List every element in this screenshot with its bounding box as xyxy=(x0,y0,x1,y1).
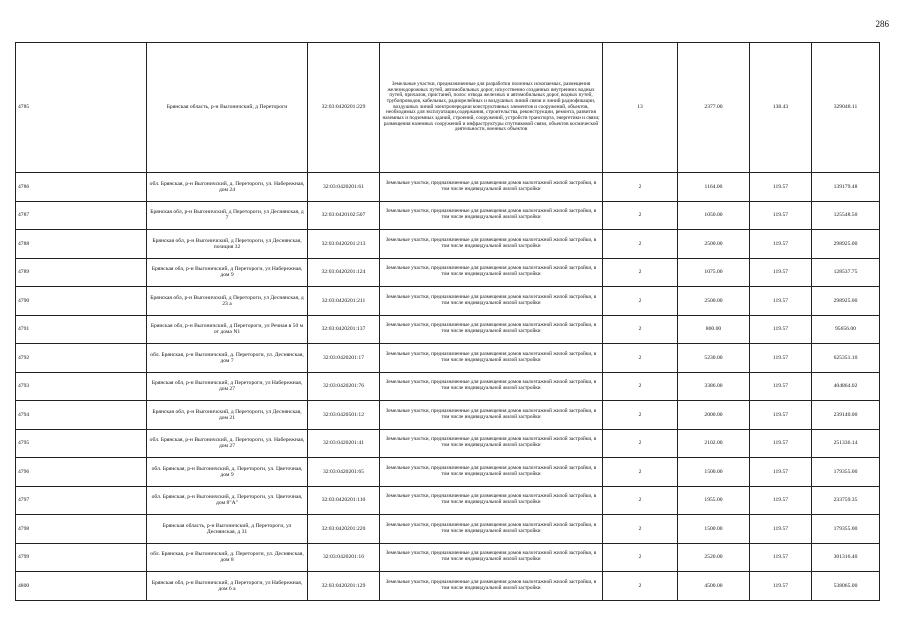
land-use-cell: Земельные участки, предназначенные для размещения домов малоэтажной жилой застройки, в том числе индивидуальной жилой застройки xyxy=(380,287,603,316)
cadastral-number-cell: 32:03:0420201:16 xyxy=(308,543,380,572)
area-cell: 4500.00 xyxy=(678,572,750,601)
cadastral-value-cell: 301316.40 xyxy=(812,543,880,572)
record-number-cell: 4789 xyxy=(16,258,147,287)
table-row xyxy=(16,173,880,202)
area-cell: 800.00 xyxy=(678,315,750,344)
cadastral-number-cell: 32:03:0420201:229 xyxy=(308,43,380,173)
land-use-cell: Земельные участки, предназначенные для размещения домов малоэтажной жилой застройки, в том числе индивидуальной жилой застройки xyxy=(380,258,603,287)
cadastral-number-cell: 32:03:0420201:110 xyxy=(308,486,380,515)
group-code-cell: 2 xyxy=(603,173,678,202)
cadastral-value-table xyxy=(15,42,880,601)
address-cell: Брянская обл, р-н Выгоничский, д Перетороги, ул Набережная, дом 9 xyxy=(147,258,308,287)
land-use-cell: Земельные участки, предназначенные для размещения домов малоэтажной жилой застройки, в том числе индивидуальной жилой застройки xyxy=(380,230,603,259)
cadastral-value-cell: 404864.02 xyxy=(812,372,880,401)
table-body xyxy=(16,43,880,601)
specific-value-cell: 119.57 xyxy=(750,429,812,458)
land-use-cell: Земельные участки, предназначенные для разработки полезных ископаемых, размещения железнодорожных путей, автомобильных дорог, искусственно созданных внутренних водных путей, причалов, пристаней, полос отвода железных и автомобильных дорог, водных путей, трубопроводов, кабельных, радиорелейных и воздушных линий связи и линий радиофикации, воздушных линий электропередачи конструктивных элементов и сооружений, объектов, необходимых для эксплуатации,содержания, строительства, реконструкции, ремонта, развития наземных и подземных зданий, строений, сооружений, устройств транспорта, энергетики и связи; размещения наземных сооружений и инфраструктуры спутниковой связи, объектов космической деятельности, военных объектов xyxy=(380,43,603,173)
area-cell: 2500.00 xyxy=(678,230,750,259)
area-cell: 1955.00 xyxy=(678,486,750,515)
record-number-cell: 4788 xyxy=(16,230,147,259)
table-row xyxy=(16,201,880,230)
land-use-cell: Земельные участки, предназначенные для размещения домов малоэтажной жилой застройки, в том числе индивидуальной жилой застройки xyxy=(380,486,603,515)
record-number-cell: 4787 xyxy=(16,201,147,230)
cadastral-value-cell: 538065.00 xyxy=(812,572,880,601)
record-number-cell: 4796 xyxy=(16,458,147,487)
specific-value-cell: 119.57 xyxy=(750,258,812,287)
area-cell: 2377.00 xyxy=(678,43,750,173)
cadastral-value-cell: 625351.10 xyxy=(812,344,880,373)
table-row xyxy=(16,344,880,373)
cadastral-number-cell: 32:03:0420201:220 xyxy=(308,515,380,544)
address-cell: Брянская область, р-н Выгоничский, д Перетороги, ул Деснянская, д 31 xyxy=(147,515,308,544)
group-code-cell: 2 xyxy=(603,287,678,316)
table-row xyxy=(16,401,880,430)
address-cell: обл. Брянская, р-н Выгоничский, д. Перетороги, ул. Деснянская, дом 8 xyxy=(147,543,308,572)
area-cell: 1500.00 xyxy=(678,458,750,487)
record-number-cell: 4795 xyxy=(16,429,147,458)
group-code-cell: 2 xyxy=(603,315,678,344)
area-cell: 1164.00 xyxy=(678,173,750,202)
area-cell: 1050.00 xyxy=(678,201,750,230)
group-code-cell: 13 xyxy=(603,43,678,173)
address-cell: Брянская обл, р-н Выгоничский, д Перетороги, ул Деснянская, позиция 32 xyxy=(147,230,308,259)
specific-value-cell: 119.57 xyxy=(750,344,812,373)
specific-value-cell: 119.57 xyxy=(750,572,812,601)
cadastral-number-cell: 32:03:0420201:17 xyxy=(308,344,380,373)
record-number-cell: 4791 xyxy=(16,315,147,344)
cadastral-value-cell: 233759.35 xyxy=(812,486,880,515)
area-cell: 2000.00 xyxy=(678,401,750,430)
specific-value-cell: 119.57 xyxy=(750,201,812,230)
group-code-cell: 2 xyxy=(603,258,678,287)
specific-value-cell: 119.57 xyxy=(750,486,812,515)
table-row xyxy=(16,572,880,601)
cadastral-number-cell: 32:03:0420201:41 xyxy=(308,429,380,458)
table-row xyxy=(16,287,880,316)
record-number-cell: 4797 xyxy=(16,486,147,515)
area-cell: 2500.00 xyxy=(678,287,750,316)
address-cell: обл. Брянская, р-н Выгоничский, д. Перетороги, ул. Цветочная, дом 9 xyxy=(147,458,308,487)
cadastral-number-cell: 32:03:0420102:507 xyxy=(308,201,380,230)
land-use-cell: Земельные участки, предназначенные для размещения домов малоэтажной жилой застройки, в том числе индивидуальной жилой застройки xyxy=(380,372,603,401)
record-number-cell: 4793 xyxy=(16,372,147,401)
cadastral-number-cell: 32:03:0420501:12 xyxy=(308,401,380,430)
group-code-cell: 2 xyxy=(603,572,678,601)
cadastral-number-cell: 32:03:0420201:137 xyxy=(308,315,380,344)
cadastral-value-cell: 125548.50 xyxy=(812,201,880,230)
land-use-cell: Земельные участки, предназначенные для размещения домов малоэтажной жилой застройки, в том числе индивидуальной жилой застройки xyxy=(380,429,603,458)
table-row xyxy=(16,43,880,173)
cadastral-value-cell: 139179.48 xyxy=(812,173,880,202)
group-code-cell: 2 xyxy=(603,486,678,515)
group-code-cell: 2 xyxy=(603,515,678,544)
record-number-cell: 4798 xyxy=(16,515,147,544)
record-number-cell: 4785 xyxy=(16,43,147,173)
record-number-cell: 4799 xyxy=(16,543,147,572)
group-code-cell: 2 xyxy=(603,458,678,487)
area-cell: 5230.00 xyxy=(678,344,750,373)
record-number-cell: 4790 xyxy=(16,287,147,316)
cadastral-number-cell: 32:03:0420201:124 xyxy=(308,258,380,287)
land-use-cell: Земельные участки, предназначенные для размещения домов малоэтажной жилой застройки, в том числе индивидуальной жилой застройки xyxy=(380,458,603,487)
area-cell: 3386.00 xyxy=(678,372,750,401)
table-row xyxy=(16,230,880,259)
address-cell: обл. Брянская, р-н Выгоничский, д. Перетороги, ул. Набережная, дом 24 xyxy=(147,173,308,202)
table-row xyxy=(16,486,880,515)
specific-value-cell: 119.57 xyxy=(750,401,812,430)
table-row xyxy=(16,543,880,572)
cadastral-value-cell: 95656.00 xyxy=(812,315,880,344)
cadastral-value-cell: 179355.00 xyxy=(812,515,880,544)
group-code-cell: 2 xyxy=(603,344,678,373)
land-use-cell: Земельные участки, предназначенные для размещения домов малоэтажной жилой застройки, в том числе индивидуальной жилой застройки xyxy=(380,515,603,544)
table-row xyxy=(16,315,880,344)
specific-value-cell: 119.57 xyxy=(750,287,812,316)
land-use-cell: Земельные участки, предназначенные для размещения домов малоэтажной жилой застройки, в том числе индивидуальной жилой застройки xyxy=(380,315,603,344)
address-cell: Брянская обл, р-н Выгоничский, д Перетороги, ул Речная в 50 м от дома N1 xyxy=(147,315,308,344)
cadastral-number-cell: 32:03:0420201:65 xyxy=(308,458,380,487)
record-number-cell: 4794 xyxy=(16,401,147,430)
area-cell: 1500.00 xyxy=(678,515,750,544)
land-use-cell: Земельные участки, предназначенные для размещения домов малоэтажной жилой застройки, в том числе индивидуальной жилой застройки xyxy=(380,401,603,430)
land-use-cell: Земельные участки, предназначенные для размещения домов малоэтажной жилой застройки, в том числе индивидуальной жилой застройки xyxy=(380,201,603,230)
address-cell: Брянская обл, р-н Выгоничский, д Перетороги, ул Деснянская, д 23 а xyxy=(147,287,308,316)
table-row xyxy=(16,429,880,458)
group-code-cell: 2 xyxy=(603,401,678,430)
cadastral-value-cell: 298925.00 xyxy=(812,230,880,259)
specific-value-cell: 138.43 xyxy=(750,43,812,173)
area-cell: 1075.00 xyxy=(678,258,750,287)
area-cell: 2520.00 xyxy=(678,543,750,572)
group-code-cell: 2 xyxy=(603,372,678,401)
address-cell: Брянская область, р-н Выгоничский, д Перетороги xyxy=(147,43,308,173)
cadastral-number-cell: 32:03:0420201:211 xyxy=(308,287,380,316)
specific-value-cell: 119.57 xyxy=(750,230,812,259)
address-cell: Брянская обл, р-н Выгоничский, д Перетороги, ул Набережная, дом 6 а xyxy=(147,572,308,601)
specific-value-cell: 119.57 xyxy=(750,173,812,202)
land-use-cell: Земельные участки, предназначенные для размещения домов малоэтажной жилой застройки, в том числе индивидуальной жилой застройки xyxy=(380,344,603,373)
address-cell: Брянская обл, р-н Выгоничский, д Перетороги, ул Деснянская, дом 21 xyxy=(147,401,308,430)
table-row xyxy=(16,372,880,401)
cadastral-value-cell: 179355.00 xyxy=(812,458,880,487)
record-number-cell: 4800 xyxy=(16,572,147,601)
area-cell: 2102.00 xyxy=(678,429,750,458)
address-cell: Брянская обл, р-н Выгоничский, д Перетороги, ул Деснянская, д 7 xyxy=(147,201,308,230)
address-cell: обл. Брянская, р-н Выгоничский, д. Перетороги, ул. Набережная, дом 27 xyxy=(147,429,308,458)
specific-value-cell: 119.57 xyxy=(750,543,812,572)
specific-value-cell: 119.57 xyxy=(750,372,812,401)
cadastral-value-cell: 298925.00 xyxy=(812,287,880,316)
record-number-cell: 4792 xyxy=(16,344,147,373)
table-row xyxy=(16,258,880,287)
cadastral-number-cell: 32:03:0420201:213 xyxy=(308,230,380,259)
group-code-cell: 2 xyxy=(603,230,678,259)
group-code-cell: 2 xyxy=(603,201,678,230)
land-use-cell: Земельные участки, предназначенные для размещения домов малоэтажной жилой застройки, в том числе индивидуальной жилой застройки xyxy=(380,572,603,601)
record-number-cell: 4786 xyxy=(16,173,147,202)
specific-value-cell: 119.57 xyxy=(750,315,812,344)
cadastral-number-cell: 32:03:0420201:129 xyxy=(308,572,380,601)
cadastral-number-cell: 32:03:0420201:61 xyxy=(308,173,380,202)
cadastral-value-cell: 251336.14 xyxy=(812,429,880,458)
address-cell: Брянская обл, р-н Выгоничский, д Перетороги, ул Набережная, дом 27 xyxy=(147,372,308,401)
land-use-cell: Земельные участки, предназначенные для размещения домов малоэтажной жилой застройки, в том числе индивидуальной жилой застройки xyxy=(380,543,603,572)
group-code-cell: 2 xyxy=(603,543,678,572)
cadastral-number-cell: 32:03:0420201:76 xyxy=(308,372,380,401)
page-number: 286 xyxy=(875,19,889,29)
cadastral-value-cell: 128537.75 xyxy=(812,258,880,287)
specific-value-cell: 119.57 xyxy=(750,515,812,544)
table-row xyxy=(16,458,880,487)
specific-value-cell: 119.57 xyxy=(750,458,812,487)
cadastral-value-cell: 239140.00 xyxy=(812,401,880,430)
cadastral-value-cell: 329048.11 xyxy=(812,43,880,173)
address-cell: обл. Брянская, р-н Выгоничский, д. Перетороги, ул. Деснянская, дом 7 xyxy=(147,344,308,373)
table-row xyxy=(16,515,880,544)
group-code-cell: 2 xyxy=(603,429,678,458)
address-cell: обл. Брянская, р-н Выгоничский, д. Перетороги, ул. Цветочная, дом 8"А" xyxy=(147,486,308,515)
land-use-cell: Земельные участки, предназначенные для размещения домов малоэтажной жилой застройки, в том числе индивидуальной жилой застройки xyxy=(380,173,603,202)
